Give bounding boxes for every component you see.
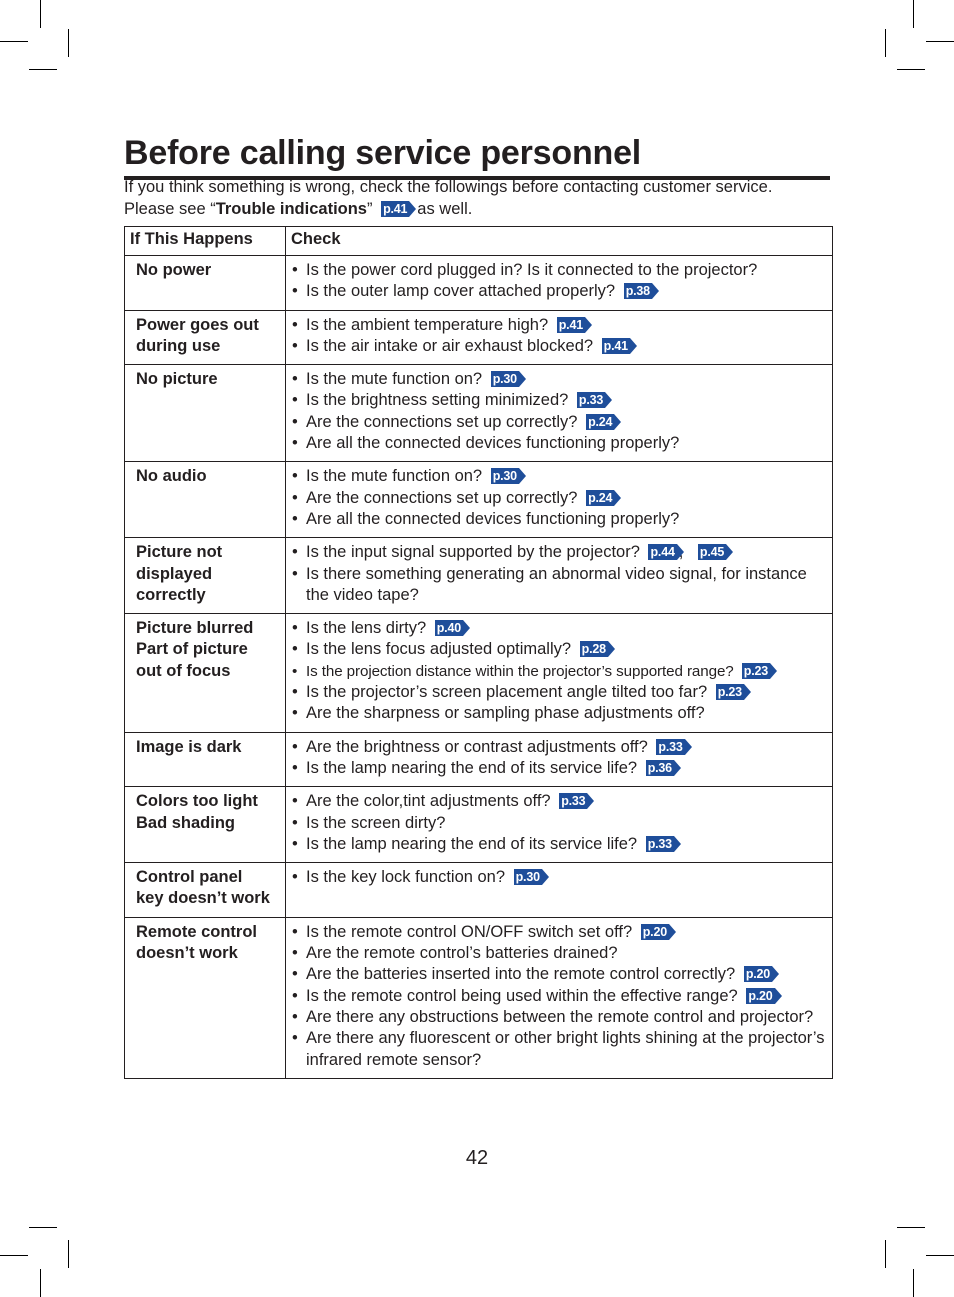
check-text: Is the lens focus adjusted optimally?: [306, 640, 572, 659]
check-text: Is the remote control ON/OFF switch set off?: [306, 922, 633, 941]
page-ref-badge[interactable]: p.33: [658, 739, 683, 754]
symptom-cell: [125, 538, 286, 614]
check-item: [291, 703, 830, 724]
check-text: Is the input signal supported by the projector?: [306, 543, 640, 562]
check-item: [291, 661, 830, 682]
check-cell: [286, 863, 833, 918]
check-list: [291, 315, 830, 358]
check-list: [291, 922, 830, 1071]
check-text: Is the key lock function on?: [306, 868, 506, 887]
page-ref-badge[interactable]: p.33: [578, 393, 604, 408]
table-row: [125, 538, 833, 614]
check-cell: [286, 917, 833, 1078]
table-header-row: [125, 227, 833, 256]
symptom-line: Bad shading: [136, 813, 236, 832]
check-item: [291, 390, 830, 411]
table-row: [125, 614, 833, 732]
header-check: Check: [286, 227, 833, 256]
symptom-cell: [125, 863, 286, 918]
page-ref-badge[interactable]: p.44: [650, 545, 675, 560]
symptom-line: Image is dark: [136, 737, 242, 756]
check-text: Is the projector’s screen placement angle tilted too far?: [306, 683, 708, 702]
table-row: [125, 863, 833, 918]
symptom-cell: [125, 462, 286, 538]
check-item: [291, 1028, 830, 1071]
check-cell: [286, 538, 833, 614]
check-text: Are there any obstructions between the remote control and projector?: [306, 1007, 814, 1026]
check-text: Are the remote control’s batteries drained?: [306, 944, 618, 963]
page-ref-badge[interactable]: p.30: [515, 870, 540, 885]
page-ref-badge[interactable]: p.23: [717, 685, 742, 700]
check-text: Are all the connected devices functioning properly?: [306, 509, 680, 528]
page-ref-badge[interactable]: p.24: [588, 414, 613, 429]
symptom-line: Part of picture: [136, 640, 248, 659]
table-body: [125, 256, 833, 1079]
page-ref-badge[interactable]: p.45: [699, 545, 725, 560]
check-item: [291, 315, 830, 336]
check-text: Is the lamp nearing the end of its service life?: [306, 758, 638, 777]
check-item: [291, 509, 830, 530]
symptom-line: Colors too light: [136, 792, 258, 811]
check-text: Are the brightness or contrast adjustments off?: [306, 737, 648, 756]
intro-line-2: [124, 199, 834, 221]
intro-text: [124, 177, 834, 220]
check-list: [291, 542, 830, 606]
check-text: Is the lamp nearing the end of its service life?: [306, 834, 638, 853]
check-item: [291, 758, 830, 779]
symptom-line: doesn’t work: [136, 944, 238, 963]
symptom-line: during use: [136, 336, 221, 355]
check-text: Is there something generating an abnormal video signal, for instance the video tape?: [306, 564, 807, 604]
symptom-line: Remote control: [136, 922, 258, 941]
check-text: Are all the connected devices functioning properly?: [306, 434, 680, 453]
page-ref-badge[interactable]: p.20: [745, 967, 771, 982]
symptom-line: No picture: [136, 370, 218, 389]
check-cell: [286, 462, 833, 538]
page-ref-badge[interactable]: p.33: [561, 794, 586, 809]
check-item: [291, 488, 830, 509]
check-list: [291, 260, 830, 303]
check-text: Are the sharpness or sampling phase adjustments off?: [306, 704, 705, 723]
symptom-cell: [125, 310, 286, 365]
check-item: [291, 466, 830, 487]
symptom-cell: [125, 732, 286, 787]
check-item: [291, 922, 830, 943]
check-cell: [286, 732, 833, 787]
page-ref-badge[interactable]: p.40: [436, 621, 461, 636]
page-ref-badge[interactable]: p.36: [647, 760, 672, 775]
check-cell: [286, 365, 833, 462]
intro-line-1: If you think something is wrong, check the followings before contacting customer service.: [124, 178, 773, 196]
check-text: Is the mute function on?: [306, 467, 483, 486]
troubleshooting-table: [124, 226, 833, 1079]
page-title: Before calling service personnel: [124, 131, 830, 180]
symptom-line: Picture blurred: [136, 619, 254, 638]
page-ref-badge[interactable]: p.30: [492, 469, 517, 484]
symptom-line: No audio: [136, 467, 207, 486]
check-item: [291, 943, 830, 964]
check-text: Are the connections set up correctly?: [306, 412, 578, 431]
page-ref-badge[interactable]: p.33: [647, 836, 672, 851]
page-ref-badge[interactable]: p.28: [581, 642, 606, 657]
page-ref-badge[interactable]: p.24: [588, 490, 613, 505]
check-item: [291, 964, 830, 985]
symptom-line: correctly: [136, 585, 206, 604]
check-text: Is the power cord plugged in? Is it connected to the projector?: [306, 261, 758, 279]
check-item: [291, 369, 830, 390]
check-text: Is the projection distance within the projector’s supported range?: [306, 662, 734, 680]
table-row: [125, 917, 833, 1078]
symptom-line: key doesn’t work: [136, 889, 270, 908]
check-item: [291, 281, 830, 302]
check-text: Are the color,tint adjustments off?: [306, 792, 551, 811]
page-ref-badge[interactable]: p.41: [558, 317, 583, 332]
symptom-cell: [125, 787, 286, 863]
check-list: [291, 618, 830, 724]
intro-prefix: Please see “: [124, 199, 216, 218]
check-item: [291, 260, 830, 281]
check-item: [291, 813, 830, 834]
page-ref-badge[interactable]: p.30: [492, 372, 517, 387]
check-item: [291, 986, 830, 1007]
check-item: [291, 737, 830, 758]
check-item: [291, 433, 830, 454]
trouble-indications-link[interactable]: Trouble indications: [215, 199, 367, 218]
check-item: [291, 1007, 830, 1028]
page-ref-badge[interactable]: p.20: [642, 924, 667, 939]
check-cell: [286, 614, 833, 732]
check-text: Is the screen dirty?: [306, 813, 446, 832]
symptom-cell: [125, 256, 286, 311]
check-cell: [286, 310, 833, 365]
page-ref-badge[interactable]: p.38: [625, 284, 650, 299]
check-item: [291, 542, 830, 563]
symptom-line: Control panel: [136, 868, 243, 887]
check-item: [291, 564, 830, 607]
table-row: [125, 365, 833, 462]
check-text: Is the mute function on?: [306, 370, 483, 389]
page-ref-badge[interactable]: p.41: [603, 338, 628, 353]
symptom-line: displayed: [136, 564, 213, 583]
table-row: [125, 732, 833, 787]
check-list: [291, 737, 830, 780]
check-text: Is the outer lamp cover attached properly?: [306, 282, 616, 301]
check-text: Are the connections set up correctly?: [306, 488, 578, 507]
check-item: [291, 834, 830, 855]
table-row: [125, 462, 833, 538]
check-cell: [286, 787, 833, 863]
check-item: [291, 791, 830, 812]
symptom-cell: [125, 614, 286, 732]
check-text: Are there any fluorescent or other bright lights shining at the projector’s infrared remote sensor?: [306, 1029, 825, 1069]
check-text: Are the batteries inserted into the remote control correctly?: [306, 965, 736, 984]
check-list: [291, 867, 830, 888]
table-row: [125, 310, 833, 365]
check-item: [291, 867, 830, 888]
symptom-cell: [125, 365, 286, 462]
check-list: [291, 369, 830, 454]
check-text: Is the air intake or air exhaust blocked?: [306, 336, 594, 355]
symptom-line: out of focus: [136, 661, 231, 680]
check-list: [291, 791, 830, 855]
page-number: 42: [465, 1147, 489, 1169]
intro-mid: ”: [366, 199, 373, 218]
check-text: Is the lens dirty?: [306, 619, 427, 638]
check-list: [291, 466, 830, 530]
intro-suffix: as well.: [417, 199, 473, 218]
check-item: [291, 336, 830, 357]
check-item: [291, 682, 830, 703]
check-text: Is the brightness setting minimized?: [306, 391, 569, 410]
symptom-cell: [125, 917, 286, 1078]
symptom-line: Power goes out: [136, 315, 259, 334]
page-ref-badge[interactable]: p.20: [748, 988, 773, 1003]
page-ref-badge[interactable]: p.41: [383, 201, 408, 216]
page-ref-badge[interactable]: p.23: [743, 663, 768, 678]
check-item: [291, 412, 830, 433]
table-row: [125, 256, 833, 311]
symptom-line: No power: [136, 261, 212, 279]
check-text: Is the ambient temperature high?: [306, 315, 549, 334]
check-item: [291, 639, 830, 660]
symptom-line: Picture not: [136, 543, 223, 562]
check-text: Is the remote control being used within the effective range?: [306, 986, 738, 1005]
check-item: [291, 618, 830, 639]
table-row: [125, 787, 833, 863]
header-if-this-happens: If This Happens: [125, 227, 286, 256]
check-cell: [286, 256, 833, 311]
